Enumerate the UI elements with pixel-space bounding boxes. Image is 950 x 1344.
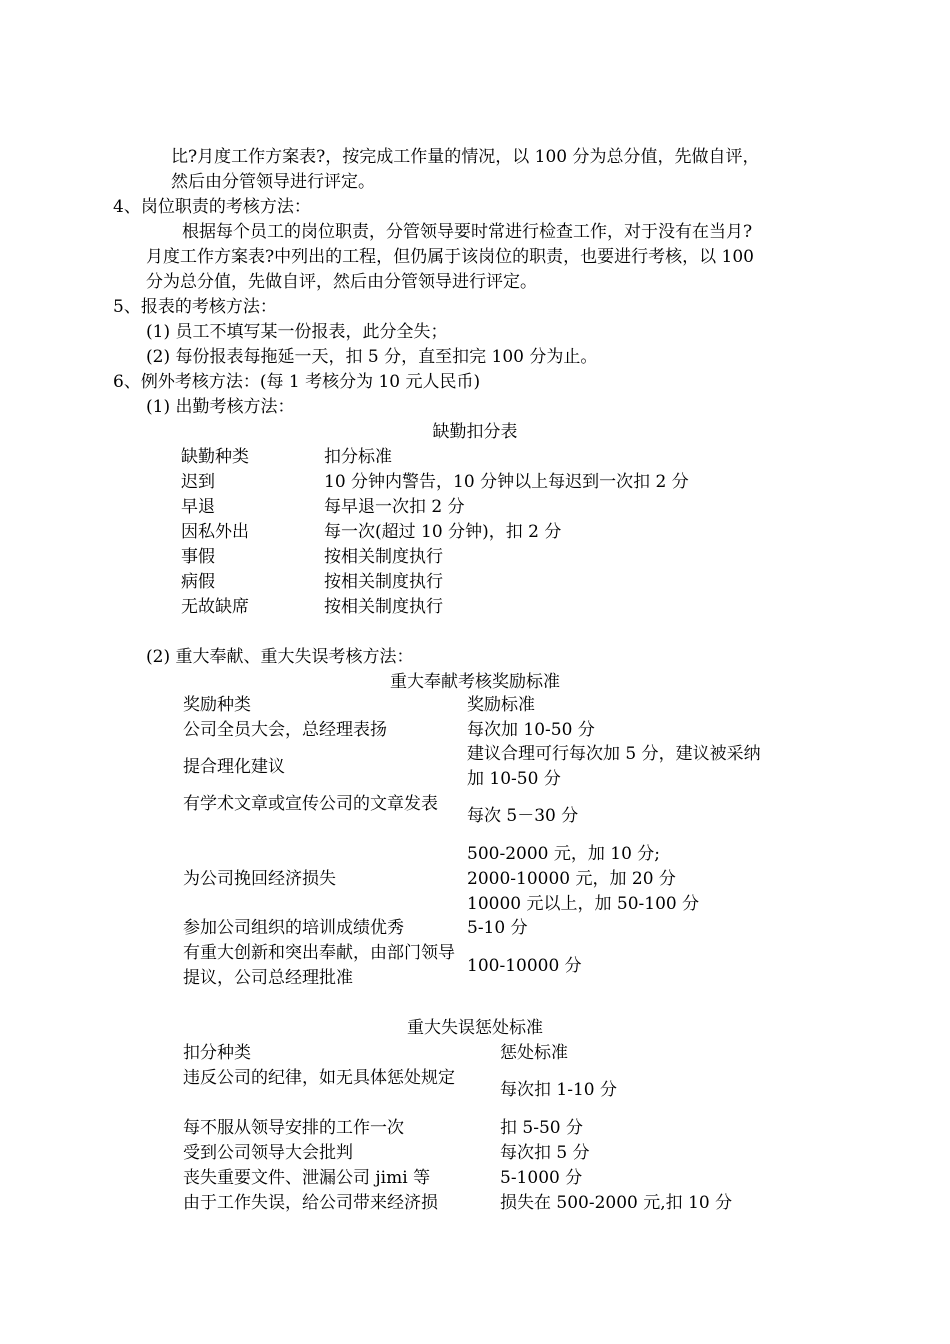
paragraph-line: 然后由分管领导进行评定。 bbox=[171, 172, 375, 192]
table-cell: 每次扣 1-10 分 bbox=[500, 1080, 617, 1100]
table-cell: 500-2000 元，加 10 分; 2000-10000 元，加 20 分 10000 元以上，加 50-100 分 bbox=[467, 844, 700, 914]
table-cell: 受到公司领导大会批判 bbox=[183, 1143, 353, 1163]
table-cell: 因私外出 bbox=[181, 522, 249, 542]
table-header: 扣分种类 bbox=[183, 1043, 251, 1063]
list-item: (1) 出勤考核方法： bbox=[146, 397, 295, 417]
table-cell: 100-10000 分 bbox=[467, 956, 582, 976]
table-cell: 事假 bbox=[181, 547, 215, 567]
attendance-table-title: 缺勤扣分表 bbox=[432, 422, 518, 442]
table-cell: 损失在 500-2000 元,扣 10 分 bbox=[500, 1193, 733, 1213]
table-cell: 有重大创新和突出奉献，由部门领导提议，公司总经理批准 bbox=[183, 943, 455, 988]
reward-table-title: 重大奉献考核奖励标准 bbox=[390, 672, 560, 692]
table-cell: 建议合理可行每次加 5 分，建议被采纳加 10-50 分 bbox=[467, 744, 761, 789]
table-cell: 每次加 10-50 分 bbox=[467, 720, 595, 740]
table-cell: 早退 bbox=[181, 497, 215, 517]
paragraph-line: 月度工作方案表?中列出的工程，但仍属于该岗位的职责，也要进行考核，以 100 bbox=[146, 247, 754, 267]
list-item: (1) 员工不填写某一份报表，此分全失； bbox=[146, 322, 448, 342]
list-item: (2) 每份报表每拖延一天，扣 5 分，直至扣完 100 分为止。 bbox=[146, 347, 598, 367]
table-header: 奖励种类 bbox=[183, 695, 251, 715]
list-item: (2) 重大奉献、重大失误考核方法： bbox=[146, 647, 414, 667]
paragraph-line: 根据每个员工的岗位职责，分管领导要时常进行检查工作，对于没有在当月? bbox=[182, 222, 753, 242]
table-cell: 5-10 分 bbox=[467, 918, 528, 938]
table-cell: 按相关制度执行 bbox=[324, 597, 443, 617]
table-cell: 每次 5－30 分 bbox=[467, 806, 579, 826]
table-cell: 按相关制度执行 bbox=[324, 547, 443, 567]
table-cell: 5-1000 分 bbox=[500, 1168, 583, 1188]
table-cell: 提合理化建议 bbox=[183, 757, 285, 777]
table-cell: 由于工作失误，给公司带来经济损 bbox=[183, 1193, 438, 1213]
table-header: 奖励标准 bbox=[467, 695, 535, 715]
table-cell: 每早退一次扣 2 分 bbox=[324, 497, 465, 517]
table-cell: 为公司挽回经济损失 bbox=[183, 869, 336, 889]
table-cell: 按相关制度执行 bbox=[324, 572, 443, 592]
table-cell: 病假 bbox=[181, 572, 215, 592]
table-cell: 每一次(超过 10 分钟)，扣 2 分 bbox=[324, 522, 562, 542]
table-cell: 每次扣 5 分 bbox=[500, 1143, 590, 1163]
section-heading-4: 4、岗位职责的考核方法： bbox=[113, 197, 311, 217]
paragraph-line: 比?月度工作方案表?，按完成工作量的情况，以 100 分为总分值，先做自评， bbox=[171, 147, 760, 167]
table-cell: 丧失重要文件、泄漏公司 jimi 等 bbox=[183, 1168, 431, 1188]
table-cell: 违反公司的纪律，如无具体惩处规定 bbox=[183, 1068, 455, 1088]
section-heading-5: 5、报表的考核方法： bbox=[113, 297, 277, 317]
table-cell: 有学术文章或宣传公司的文章发表 bbox=[183, 794, 438, 814]
table-cell: 公司全员大会，总经理表扬 bbox=[183, 720, 387, 740]
section-heading-6: 6、例外考核方法：(每 1 考核分为 10 元人民币) bbox=[113, 372, 481, 392]
paragraph-line: 分为总分值，先做自评，然后由分管领导进行评定。 bbox=[146, 272, 537, 292]
table-cell: 无故缺席 bbox=[181, 597, 249, 617]
table-cell: 参加公司组织的培训成绩优秀 bbox=[183, 918, 404, 938]
table-cell: 每不服从领导安排的工作一次 bbox=[183, 1118, 404, 1138]
penalty-table-title: 重大失误惩处标准 bbox=[407, 1018, 543, 1038]
table-cell: 扣 5-50 分 bbox=[500, 1118, 583, 1138]
table-cell: 迟到 bbox=[181, 472, 215, 492]
table-header: 缺勤种类 bbox=[181, 447, 249, 467]
table-cell: 10 分钟内警告，10 分钟以上每迟到一次扣 2 分 bbox=[324, 472, 689, 492]
table-header: 扣分标准 bbox=[324, 447, 392, 467]
table-header: 惩处标准 bbox=[500, 1043, 568, 1063]
